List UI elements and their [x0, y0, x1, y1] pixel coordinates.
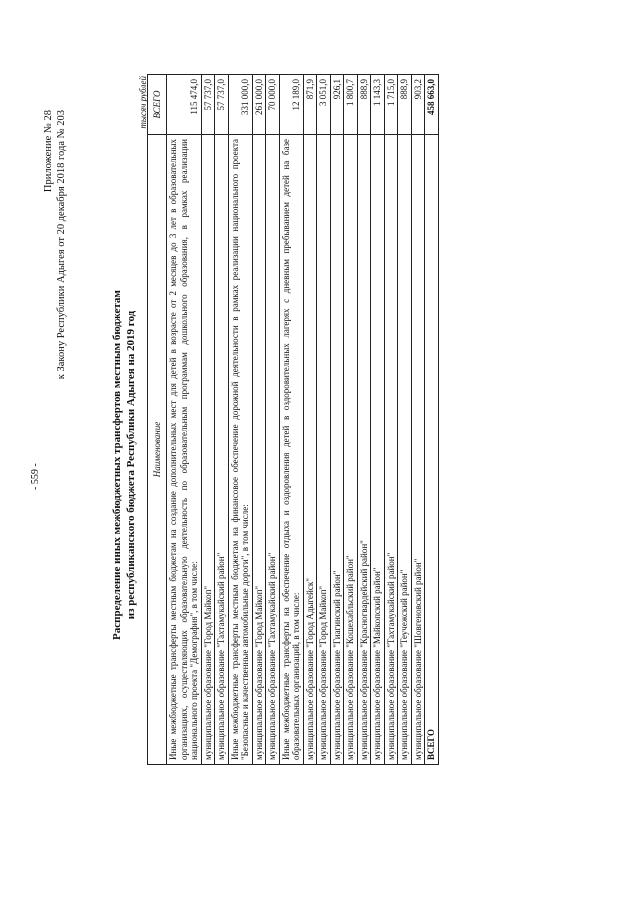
row-amount: 888,9 — [398, 75, 412, 135]
row-name: Иные межбюджетные трансферты местным бюджетам на финансовое обеспечение дорожной деятельности в рамках реализации национального проекта "Безопасные и качественные автомобильные дороги", в том числе: — [228, 135, 252, 765]
row-name: муниципальное образование "Шовгеновский район" — [411, 135, 425, 765]
header-name: Наименование — [148, 135, 167, 765]
row-amount: 888,9 — [357, 75, 371, 135]
row-amount: 115 474,0 — [167, 75, 202, 135]
row-name: муниципальное образование "Майкопский район" — [371, 135, 385, 765]
row-amount: 57 737,0 — [201, 75, 215, 135]
table-row — [317, 75, 331, 765]
table-row — [384, 75, 398, 765]
row-amount: 1 800,7 — [344, 75, 358, 135]
unit-label: тысяч рублей — [138, 76, 148, 129]
row-amount: 926,1 — [330, 75, 344, 135]
table-row — [252, 75, 266, 765]
table-row — [398, 75, 412, 765]
table-row — [344, 75, 358, 765]
row-name: Иные межбюджетные трансферты местным бюджетам на создание дополнительных мест для детей в возрасте от 2 месяцев до 3 лет в образовательных организациях, осуществляющих образовательную деятельность по образовательным программам дошкольного образования, в рамках реализации национального проекта "Демография", в том числе: — [167, 135, 202, 765]
row-name: муниципальное образование "Тахтамукайский район" — [384, 135, 398, 765]
row-amount: 57 737,0 — [215, 75, 229, 135]
table-body — [167, 75, 439, 765]
row-amount: 331 000,0 — [228, 75, 252, 135]
table-row — [201, 75, 215, 765]
row-name: Иные межбюджетные трансферты на обеспечение отдыха и оздоровления детей в оздоровительных лагерях с дневным пребыванием детей на базе образовательных организаций, в том числе: — [279, 135, 303, 765]
table-row — [411, 75, 425, 765]
row-name: муниципальное образование "Гиагинский район" — [330, 135, 344, 765]
row-amount: 261 000,0 — [252, 75, 266, 135]
row-amount: 1 715,0 — [384, 75, 398, 135]
row-name: муниципальное образование "Город Майкоп" — [252, 135, 266, 765]
appendix-number: Приложение № 28 — [43, 110, 54, 193]
table-header-row — [148, 75, 167, 765]
page-number: - 559 - — [30, 463, 41, 490]
row-amount: 3 051,0 — [317, 75, 331, 135]
title-line-2: из республиканского бюджета Республики Адыгея на 2019 год — [125, 310, 137, 620]
table-row — [279, 75, 303, 765]
transfers-table — [147, 74, 439, 765]
document-title — [110, 145, 138, 785]
table-row — [228, 75, 252, 765]
header-total: ВСЕГО — [148, 75, 167, 135]
table-row — [215, 75, 229, 765]
total-row — [425, 75, 439, 765]
row-name: муниципальное образование "Город Адыгейск" — [303, 135, 317, 765]
title-line-1: Распределение иных межбюджетных трансфертов местным бюджетам — [111, 290, 123, 640]
row-name: муниципальное образование "Город Майкоп" — [201, 135, 215, 765]
table-row — [371, 75, 385, 765]
row-amount: 1 143,3 — [371, 75, 385, 135]
row-amount: 903,2 — [411, 75, 425, 135]
appendix-reference — [42, 110, 68, 379]
table-row — [357, 75, 371, 765]
row-amount: 871,9 — [303, 75, 317, 135]
row-name: муниципальное образование "Тахтамукайский район" — [215, 135, 229, 765]
total-amount: 458 663,0 — [425, 75, 439, 135]
table-row — [303, 75, 317, 765]
row-name: муниципальное образование "Теучежский район" — [398, 135, 412, 765]
table-row — [167, 75, 202, 765]
appendix-law-reference: к Закону Республики Адыгея от 20 декабря 2018 года № 203 — [56, 110, 67, 380]
total-label: ВСЕГО — [425, 135, 439, 765]
row-amount: 12 189,0 — [279, 75, 303, 135]
table-row — [330, 75, 344, 765]
row-name: муниципальное образование "Красногвардейский район" — [357, 135, 371, 765]
row-amount: 70 000,0 — [266, 75, 280, 135]
table-row — [266, 75, 280, 765]
row-name: муниципальное образование "Город Майкоп" — [317, 135, 331, 765]
row-name: муниципальное образование "Тахтамукайский район" — [266, 135, 280, 765]
row-name: муниципальное образование "Кошехабльский район" — [344, 135, 358, 765]
